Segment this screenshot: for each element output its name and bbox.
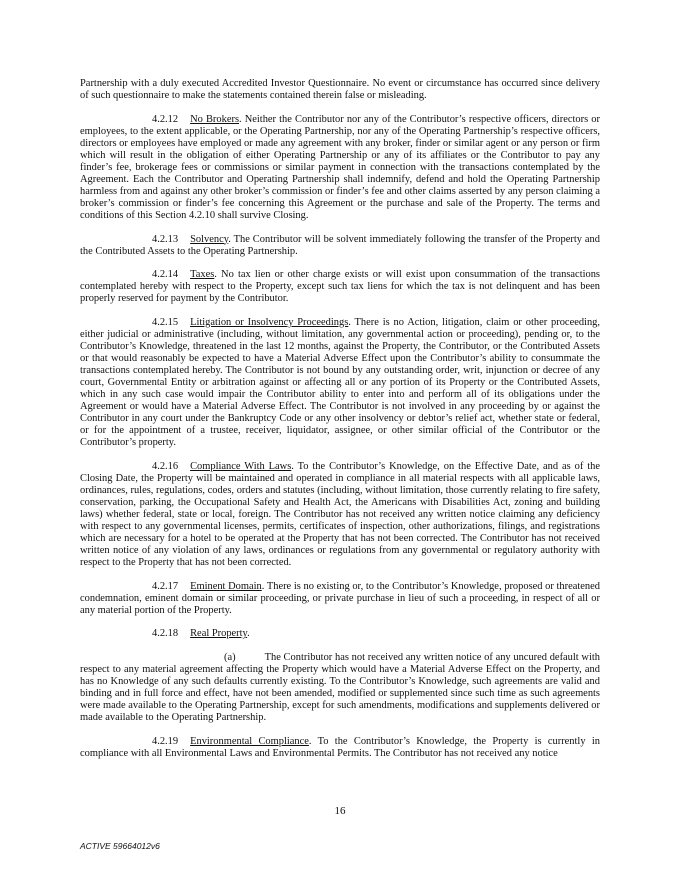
section-heading: Taxes — [190, 269, 215, 281]
subsection-label: (a) — [224, 651, 236, 663]
section-number: 4.2.15 — [152, 316, 179, 328]
section-heading: Environmental Compliance — [190, 735, 309, 747]
section-heading: No Brokers — [190, 113, 240, 125]
continuation-paragraph: Partnership with a duly executed Accredited Investor Questionnaire. No event or circumstance has occurred since delivery of such questionnaire to make the statements contained therein false or misleading. — [80, 78, 600, 102]
section-text: . Neither the Contributor nor any of the Contributor’s respective officers, directors or employees, to the extent applicable, or the Operating Partnership, nor any of the Operating Partnership’s respective officers, directors or employees have employed or made any agreement with any broker, finder or similar agent or any person or firm which will result in the obligation of either Operating Partnership or any of its affiliates or the Contributor to pay any finder’s fee, brokerage fees or commissions or similar payment in connection with the transactions contemplated by the Agreement. Each the Contributor and Operating Partnership shall indemnify, defend and hold the Operating Partnership harmless from and against any other broker’s commission or finder’s fee and other claims asserted by any person claiming a broker’s commission or finder’s fee concerning this Agreement or the purchase and sale of the Property. The terms and conditions of this Section 4.2.10 shall survive Closing. — [80, 113, 600, 221]
section-text: . To the Contributor’s Knowledge, on the Effective Date, and as of the Closing Date, the Property will be maintained and operated in compliance in all material respects with all applicable laws, ordinances, rules, regulations, codes, orders and statutes (including, without limitation, those currently relating to fire safety, conservation, parking, the Occupational Safety and Health Act, the Americans with Disabilities Act, zoning and building laws) whether federal, state or local, foreign. The Contributor has not received any written notice claiming any deficiency with respect to any governmental licenses, permits, certificates of inspection, other authorizations, filings, and registrations which are necessary for a hotel to be operated at the Property that has not been corrected. The Contributor has not received written notice of any violation of any laws, ordinances or regulations from any governmental or regulatory authority with respect to the Property that has not been corrected. — [80, 460, 600, 569]
section-number: 4.2.18 — [152, 628, 179, 640]
section-number: 4.2.16 — [152, 460, 179, 472]
section-4-2-17 — [80, 581, 600, 617]
section-number: 4.2.19 — [152, 735, 179, 747]
section-heading: Solvency — [190, 233, 229, 245]
section-text: . — [247, 628, 250, 640]
subsection-text: The Contributor has not received any written notice of any uncured default with respect to any material agreement affecting the Property which would have a Material Adverse Effect on the Property, and has no Knowledge of any such defaults currently existing. To the Contributor’s Knowledge, such agreements are valid and binding and in full force and effect, have not been amended, modified or supplemented since such time as such agreements were made available to the Operating Partnership, except for such amendments, modifications and supplements delivered or made available to the Operating Partnership. — [80, 651, 600, 724]
section-heading: Compliance With Laws — [190, 460, 292, 472]
section-number: 4.2.14 — [152, 269, 179, 281]
section-4-2-16 — [80, 461, 600, 569]
section-4-2-12 — [80, 114, 600, 222]
section-4-2-18 — [80, 628, 600, 640]
section-number: 4.2.13 — [152, 233, 179, 245]
section-number: 4.2.17 — [152, 580, 179, 592]
section-heading: Litigation or Insolvency Proceedings — [190, 316, 349, 328]
page-number: 16 — [334, 805, 346, 817]
section-text: . The Contributor will be solvent immediately following the transfer of the Property and the Contributed Assets to the Operating Partnership. — [80, 233, 600, 257]
document-id-footer: ACTIVE 59664012v6 — [80, 841, 160, 851]
section-text: . To the Contributor’s Knowledge, the Property is currently in compliance with all Environmental Laws and Environmental Permits. The Contributor has not received any notice — [80, 735, 600, 759]
document-body — [80, 78, 600, 771]
section-4-2-19 — [80, 736, 600, 760]
section-heading: Real Property — [190, 628, 248, 640]
section-number: 4.2.12 — [152, 113, 179, 125]
section-4-2-15 — [80, 317, 600, 450]
section-4-2-14 — [80, 269, 600, 305]
section-4-2-13 — [80, 234, 600, 258]
section-text: . No tax lien or other charge exists or will exist upon consummation of the transactions contemplated hereby with respect to the Property, except such tax liens for which the tax is not delinquent and has been properly reserved for payment by the Contributor. — [80, 269, 600, 305]
section-text: . There is no existing or, to the Contributor’s Knowledge, proposed or threatened condemnation, eminent domain or similar proceeding, or private purchase in lieu of such a proceeding, in respect of all or any material portion of the Property. — [80, 580, 600, 616]
section-heading: Eminent Domain — [190, 580, 262, 592]
subsection-a — [80, 652, 600, 724]
section-text: . There is no Action, litigation, claim or other proceeding, either judicial or administrative (including, without limitation, any governmental action or proceeding), pending or, to the Contributor’s Knowledge, threatened in the last 12 months, against the Property, the Contributor, or the Contributed Assets or that would reasonably be expected to have a Material Adverse Effect upon the Contributor’s ability to consummate the transactions contemplated hereby. The Contributor is not bound by any outstanding order, writ, injunction or decree of any court, Governmental Entity or arbitration against or affecting all or any portion of its Property or the Contributed Assets, which in any such case would impair the Contributor ability to enter into and perform all of its obligations under the Agreement or would have a Material Adverse Effect. The Contributor is not involved in any proceeding by or against the Contributor in any court under the Bankruptcy Code or any other insolvency or debtor’s relief act, whether state or federal, or for the appointment of a trustee, receiver, liquidator, assignee, or other similar official of the Contributor or the Contributor’s property. — [80, 316, 600, 449]
